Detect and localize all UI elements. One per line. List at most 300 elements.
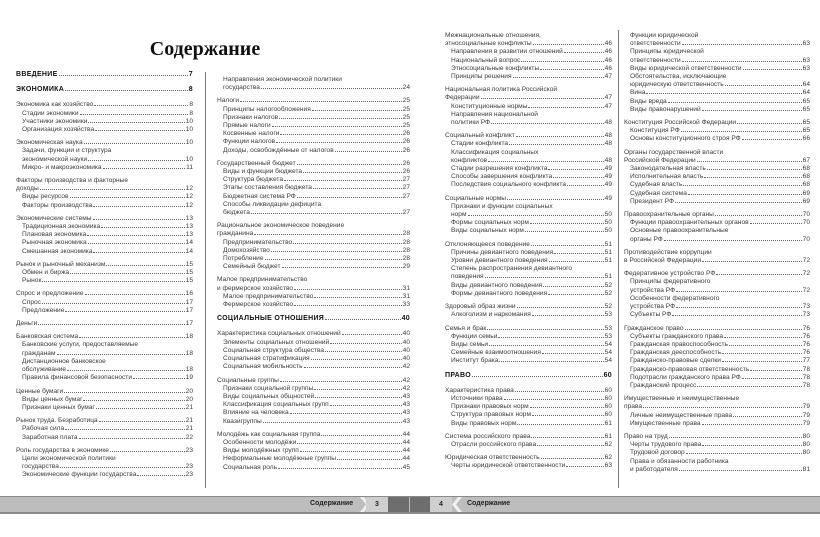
entry-title: Факторы производства: [22, 201, 93, 209]
entry-title: Правоохранительные органы: [624, 211, 714, 219]
toc-subentry: [16, 434, 193, 442]
entry-title: Признаки правовых норм: [451, 403, 529, 411]
toc-subentry: [624, 295, 810, 311]
entry-title: ответственности: [630, 40, 681, 48]
entry-title: Виды девиантного поведения: [451, 281, 543, 289]
dot-leader: [504, 399, 604, 400]
dot-leader: [279, 118, 402, 119]
entry-row: [22, 404, 193, 412]
page-footer: [0, 496, 820, 514]
entry-row: [451, 290, 612, 298]
entry-title: и фермерское хозяйство: [217, 284, 294, 292]
toc-group: [16, 290, 193, 315]
entry-title: Социальная стратификация: [223, 355, 310, 363]
dot-leader: [38, 324, 184, 325]
entry-row: [16, 101, 193, 109]
dot-leader: [554, 253, 604, 254]
entry-row: [223, 84, 410, 92]
dot-leader: [683, 185, 801, 186]
entry-title: Черты юридической ответственности: [451, 462, 566, 470]
entry-text-line: Обстоятельства, исключающие: [630, 73, 727, 81]
entry-row: [445, 372, 612, 380]
entry-row: [630, 98, 810, 106]
toc-subentry: [16, 277, 193, 285]
toc-subentry: [217, 409, 410, 417]
dot-leader: [513, 77, 604, 78]
entry-text-line: Признаки и функции социальных: [451, 202, 553, 210]
entry-text-line: Банковские услуги, предоставляемые: [22, 341, 139, 349]
entry-title: Виды юридической ответственности: [630, 64, 742, 72]
toc-subentry: [217, 247, 410, 255]
page-number: 8: [189, 101, 193, 109]
toc-entry: [16, 86, 193, 94]
toc-entry: [16, 333, 193, 341]
page-number: 49: [604, 173, 612, 181]
dot-leader: [724, 337, 802, 338]
entry-title: конфликтов: [451, 156, 488, 164]
entry-row: [624, 403, 810, 411]
dot-leader: [722, 353, 802, 354]
toc-entry: [217, 315, 410, 323]
entry-title: Российской Федерации: [624, 156, 696, 164]
toc-entry: [217, 431, 410, 439]
entry-row: [630, 236, 810, 244]
entry-title: Молодёжь как социальная группа: [217, 430, 321, 438]
entry-title: Судебная власть: [630, 181, 683, 189]
entry-row: [16, 333, 193, 341]
entry-text-line: Степень распространения девиантного: [451, 265, 573, 273]
page-number: 18: [185, 366, 193, 374]
page-number: 12: [185, 185, 193, 193]
toc-group: [16, 215, 193, 256]
entry-title: Способы завершения конфликта: [451, 173, 553, 181]
entry-row: [16, 388, 193, 396]
page-number: 20: [185, 387, 193, 395]
entry-title: Причины девиантного поведения: [451, 248, 554, 256]
page-number: 63: [604, 462, 612, 470]
toc-subentry: [624, 227, 810, 243]
dot-leader: [95, 130, 185, 131]
toc-subentry: [217, 385, 410, 393]
column-divider: [205, 72, 206, 488]
dot-leader: [498, 337, 603, 338]
page-number: 49: [604, 181, 612, 189]
entry-text-line: Направления национальной: [451, 110, 538, 118]
entry-row: [223, 301, 410, 309]
entry-row: [624, 325, 810, 333]
toc-group: [445, 303, 612, 319]
dot-leader: [101, 227, 184, 228]
entry-title: Традиционная экономика: [22, 223, 101, 231]
page-number: 49: [604, 194, 612, 202]
dot-leader: [675, 202, 802, 203]
entry-title: Имущественные права: [630, 419, 701, 427]
toc-subentry: [16, 455, 193, 471]
dot-leader: [488, 161, 604, 162]
dot-leader: [507, 199, 604, 200]
dot-leader: [79, 438, 185, 439]
footer-right-label: Содержание: [467, 500, 511, 507]
entry-title: Экономика как хозяйство: [16, 101, 94, 109]
toc-group: [217, 76, 410, 92]
toc-subentry: [624, 98, 810, 106]
page-number: 68: [802, 165, 810, 173]
page-number: 8: [188, 86, 193, 94]
page-number: 21: [185, 417, 193, 425]
page-number: 46: [604, 56, 612, 64]
entry-row: [451, 119, 612, 127]
entry-row: [630, 57, 810, 65]
dot-leader: [294, 289, 402, 290]
toc-group: [16, 388, 193, 413]
entry-row: [451, 462, 612, 470]
entry-row: [624, 257, 810, 265]
entry-row: [223, 409, 410, 417]
toc-column-2: [217, 76, 410, 477]
toc-entry: [16, 320, 193, 328]
toc-subentry: [217, 363, 410, 371]
dot-leader: [530, 223, 604, 224]
entry-row: [451, 273, 612, 281]
dot-leader: [702, 445, 801, 446]
entry-title: Государственный бюджет: [217, 159, 296, 167]
dot-leader: [564, 52, 604, 53]
toc-subentry: [217, 393, 410, 401]
toc-subentry: [624, 127, 810, 135]
entry-text-line: Дистанционное банковское: [22, 357, 106, 365]
toc-subentry: [217, 339, 410, 347]
dot-leader: [65, 90, 188, 91]
toc-section: [217, 315, 410, 323]
page-number: 43: [402, 409, 410, 417]
page-number: 72: [802, 286, 810, 294]
dot-leader: [70, 197, 185, 198]
dot-leader: [103, 168, 186, 169]
entry-title: Неформальные молодёжные группы: [223, 455, 337, 463]
toc-group: [445, 241, 612, 298]
entry-title: Виды социальных норм: [451, 227, 524, 235]
entry-row: [217, 285, 410, 293]
toc-entry: [624, 270, 810, 278]
entry-title: Квазигруппы: [223, 417, 262, 425]
dot-leader: [314, 389, 401, 390]
entry-row: [22, 463, 193, 471]
dot-leader: [540, 69, 603, 70]
dot-leader: [553, 177, 603, 178]
page-number: 40: [402, 355, 410, 363]
entry-row: [223, 209, 410, 217]
toc-entry: [445, 241, 612, 249]
entry-row: [451, 420, 612, 428]
dot-leader: [311, 359, 402, 360]
toc-group: [445, 132, 612, 189]
page-number: 40: [402, 330, 410, 338]
toc-subentry: [217, 263, 410, 271]
entry-title: Виды и функции бюджета: [223, 168, 303, 176]
footer-block: [410, 497, 430, 512]
page-number: 51: [604, 273, 612, 281]
entry-title: Организация хозяйства: [22, 126, 95, 134]
toc-group: [624, 149, 810, 206]
entry-text-line: Принципы юридической: [630, 48, 704, 56]
page-number: 18: [185, 333, 193, 341]
entry-title: Стадии конфликта: [451, 140, 509, 148]
entry-text-line: Имущественные и неимущественные: [624, 395, 740, 403]
entry-title: экономической науки: [22, 155, 88, 163]
toc-subentry: [445, 290, 612, 298]
entry-title: Социальная роль: [223, 463, 278, 471]
entry-row: [451, 282, 612, 290]
entry-title: Функции семьи: [451, 332, 498, 340]
entry-title: Участники экономики: [22, 117, 88, 125]
entry-title: Личные неимущественные права: [630, 411, 733, 419]
dot-leader: [531, 437, 603, 438]
toc-entry: [624, 433, 810, 441]
toc-subentry: [217, 301, 410, 309]
toc-group: [16, 261, 193, 286]
toc-subentry: [445, 333, 612, 341]
entry-row: [630, 106, 810, 114]
dot-leader: [733, 416, 801, 417]
entry-row: [22, 248, 193, 256]
dot-leader: [278, 468, 402, 469]
entry-title: Институт брака: [451, 357, 499, 365]
footer-left-label: Содержание: [310, 500, 354, 507]
dot-leader: [530, 407, 604, 408]
entry-row: [630, 190, 810, 198]
entry-title: Социальные нормы: [445, 194, 506, 202]
entry-title: Виды молодёжных групп: [223, 447, 299, 455]
toc-entry: [16, 71, 193, 79]
page-number: 79: [802, 403, 810, 411]
entry-row: [22, 110, 193, 118]
page-number: 48: [604, 156, 612, 164]
entry-text-line: Национальная политика Российской: [445, 86, 558, 94]
dot-leader: [293, 243, 401, 244]
dot-leader: [84, 143, 185, 144]
page-number: 46: [604, 40, 612, 48]
dot-leader: [290, 413, 402, 414]
toc-subentry: [217, 76, 410, 92]
entry-title: Конституционные нормы: [451, 102, 528, 110]
dot-leader: [669, 437, 802, 438]
entry-title: Предложение: [22, 306, 65, 314]
entry-row: [630, 382, 810, 390]
entry-row: [16, 447, 193, 455]
toc-subentry: [16, 164, 193, 172]
dot-leader: [489, 345, 604, 346]
entry-title: Признаки ценных бумаг: [22, 403, 95, 411]
page-number: 17: [185, 298, 193, 306]
page-number: 79: [802, 411, 810, 419]
toc-subentry: [445, 282, 612, 290]
toc-subentry: [16, 248, 193, 256]
page-number: 72: [802, 257, 810, 265]
dot-leader: [499, 361, 603, 362]
dot-leader: [65, 429, 185, 430]
page-number: 64: [802, 81, 810, 89]
dot-leader: [517, 307, 604, 308]
page-number: 17: [185, 306, 193, 314]
toc-subentry: [624, 219, 810, 227]
dot-leader: [541, 458, 604, 459]
toc-subentry: [624, 165, 810, 173]
dot-leader: [297, 197, 402, 198]
entry-row: [223, 439, 410, 447]
toc-subentry: [16, 374, 193, 382]
entry-row: [630, 333, 810, 341]
toc-section: [445, 372, 612, 380]
toc-subentry: [16, 193, 193, 201]
dot-leader: [702, 110, 802, 111]
toc-column-4: [624, 32, 810, 479]
dot-leader: [548, 169, 603, 170]
toc-group: [445, 195, 612, 236]
entry-title: Гражданско-правовые сделки: [630, 357, 721, 365]
dot-leader: [284, 180, 402, 181]
toc-subentry: [445, 441, 612, 449]
dot-leader: [517, 424, 603, 425]
entry-title: Плановая экономика: [22, 231, 87, 239]
toc-group: [217, 160, 410, 217]
dot-leader: [314, 297, 401, 298]
toc-entry: [217, 160, 410, 168]
toc-entry: [16, 177, 193, 193]
toc-group: [16, 417, 193, 442]
page-number: 44: [402, 430, 410, 438]
entry-title: Социальная структура общества: [223, 346, 325, 354]
page-number: 23: [185, 446, 193, 454]
dot-leader: [42, 281, 184, 282]
entry-title: Косвенные налоги: [223, 130, 280, 138]
entry-title: Отклоняющееся поведение: [445, 240, 530, 248]
dot-leader: [716, 274, 801, 275]
entry-title: политики РФ: [451, 119, 491, 127]
entry-title: Президент РФ: [630, 197, 674, 205]
dot-leader: [521, 61, 603, 62]
dot-leader: [533, 44, 604, 45]
entry-row: [624, 157, 810, 165]
entry-row: [451, 103, 612, 111]
toc-subentry: [624, 106, 810, 114]
entry-row: [630, 466, 810, 474]
page-number: 48: [604, 140, 612, 148]
entry-row: [223, 418, 410, 426]
entry-row: [22, 118, 193, 126]
page-number: 13: [185, 214, 193, 222]
dot-leader: [83, 400, 184, 401]
entry-text-line: Цели экономической политики: [22, 454, 116, 462]
page-number: 29: [402, 263, 410, 271]
toc-subentry: [445, 411, 612, 419]
entry-title: Виды вреда: [630, 97, 667, 105]
toc-subentry: [445, 203, 612, 219]
entry-title: бюджета: [223, 209, 250, 217]
page-number: 65: [802, 105, 810, 113]
dot-leader: [303, 172, 402, 173]
entry-row: [630, 412, 810, 420]
page-number: 25: [402, 97, 410, 105]
entry-title: Виды правонарушений: [630, 105, 701, 113]
entry-row: [223, 247, 410, 255]
toc-subentry: [624, 190, 810, 198]
entry-row: [630, 181, 810, 189]
toc-subentry: [16, 404, 193, 412]
toc-entry: [16, 101, 193, 109]
page-number: 52: [604, 289, 612, 297]
entry-title: СОЦИАЛЬНЫЕ ОТНОШЕНИЯ: [217, 315, 325, 323]
entry-text-line: Основные правоохранительные: [630, 227, 729, 235]
page-number: 26: [402, 168, 410, 176]
dot-leader: [312, 110, 402, 111]
toc-group: [16, 333, 193, 382]
toc-group: [217, 377, 410, 426]
toc-entry: [445, 303, 612, 311]
entry-row: [630, 341, 810, 349]
dot-leader: [715, 215, 802, 216]
dot-leader: [487, 329, 603, 330]
toc-entry: [624, 211, 810, 219]
entry-title: Гражданская правоспособность: [630, 340, 728, 348]
dot-leader: [702, 261, 802, 262]
toc-subentry: [217, 201, 410, 217]
dot-leader: [93, 219, 185, 220]
dot-leader: [300, 451, 402, 452]
dot-leader: [57, 354, 185, 355]
entry-title: Субъекты РФ: [630, 311, 672, 319]
page-number: 53: [604, 311, 612, 319]
entry-title: Основы конституционного строя РФ: [630, 135, 741, 143]
toc-entry: [217, 97, 410, 105]
entry-row: [451, 211, 612, 219]
entry-row: [630, 127, 810, 135]
toc-entry: [445, 372, 612, 380]
dot-leader: [679, 470, 802, 471]
entry-title: Экономическая наука: [16, 139, 83, 147]
entry-row: [16, 185, 193, 193]
dot-leader: [335, 151, 402, 152]
page-number: 33: [402, 301, 410, 309]
entry-row: [451, 341, 612, 349]
dot-leader: [325, 319, 400, 320]
page-number: 51: [604, 240, 612, 248]
dot-leader: [271, 251, 402, 252]
entry-row: [22, 299, 193, 307]
page-number: 19: [185, 374, 193, 382]
page-number: 64: [802, 89, 810, 97]
page-number: 42: [402, 376, 410, 384]
dot-leader: [548, 294, 604, 295]
toc-group: [445, 32, 612, 81]
entry-row: [630, 449, 810, 457]
page-number: 70: [802, 219, 810, 227]
dot-leader: [96, 408, 185, 409]
page-number: 65: [802, 119, 810, 127]
toc-subentry: [445, 311, 612, 319]
dot-leader: [664, 240, 802, 241]
dot-leader: [516, 136, 604, 137]
entry-row: [223, 347, 410, 355]
dot-leader: [742, 378, 802, 379]
entry-row: [630, 165, 810, 173]
page-number: 22: [185, 433, 193, 441]
page-number: 62: [604, 454, 612, 462]
toc-group: [16, 177, 193, 210]
dot-leader: [468, 215, 604, 216]
entry-title: Признаки налогов: [223, 113, 279, 121]
footer-block: [388, 497, 409, 512]
page-number: 47: [604, 94, 612, 102]
